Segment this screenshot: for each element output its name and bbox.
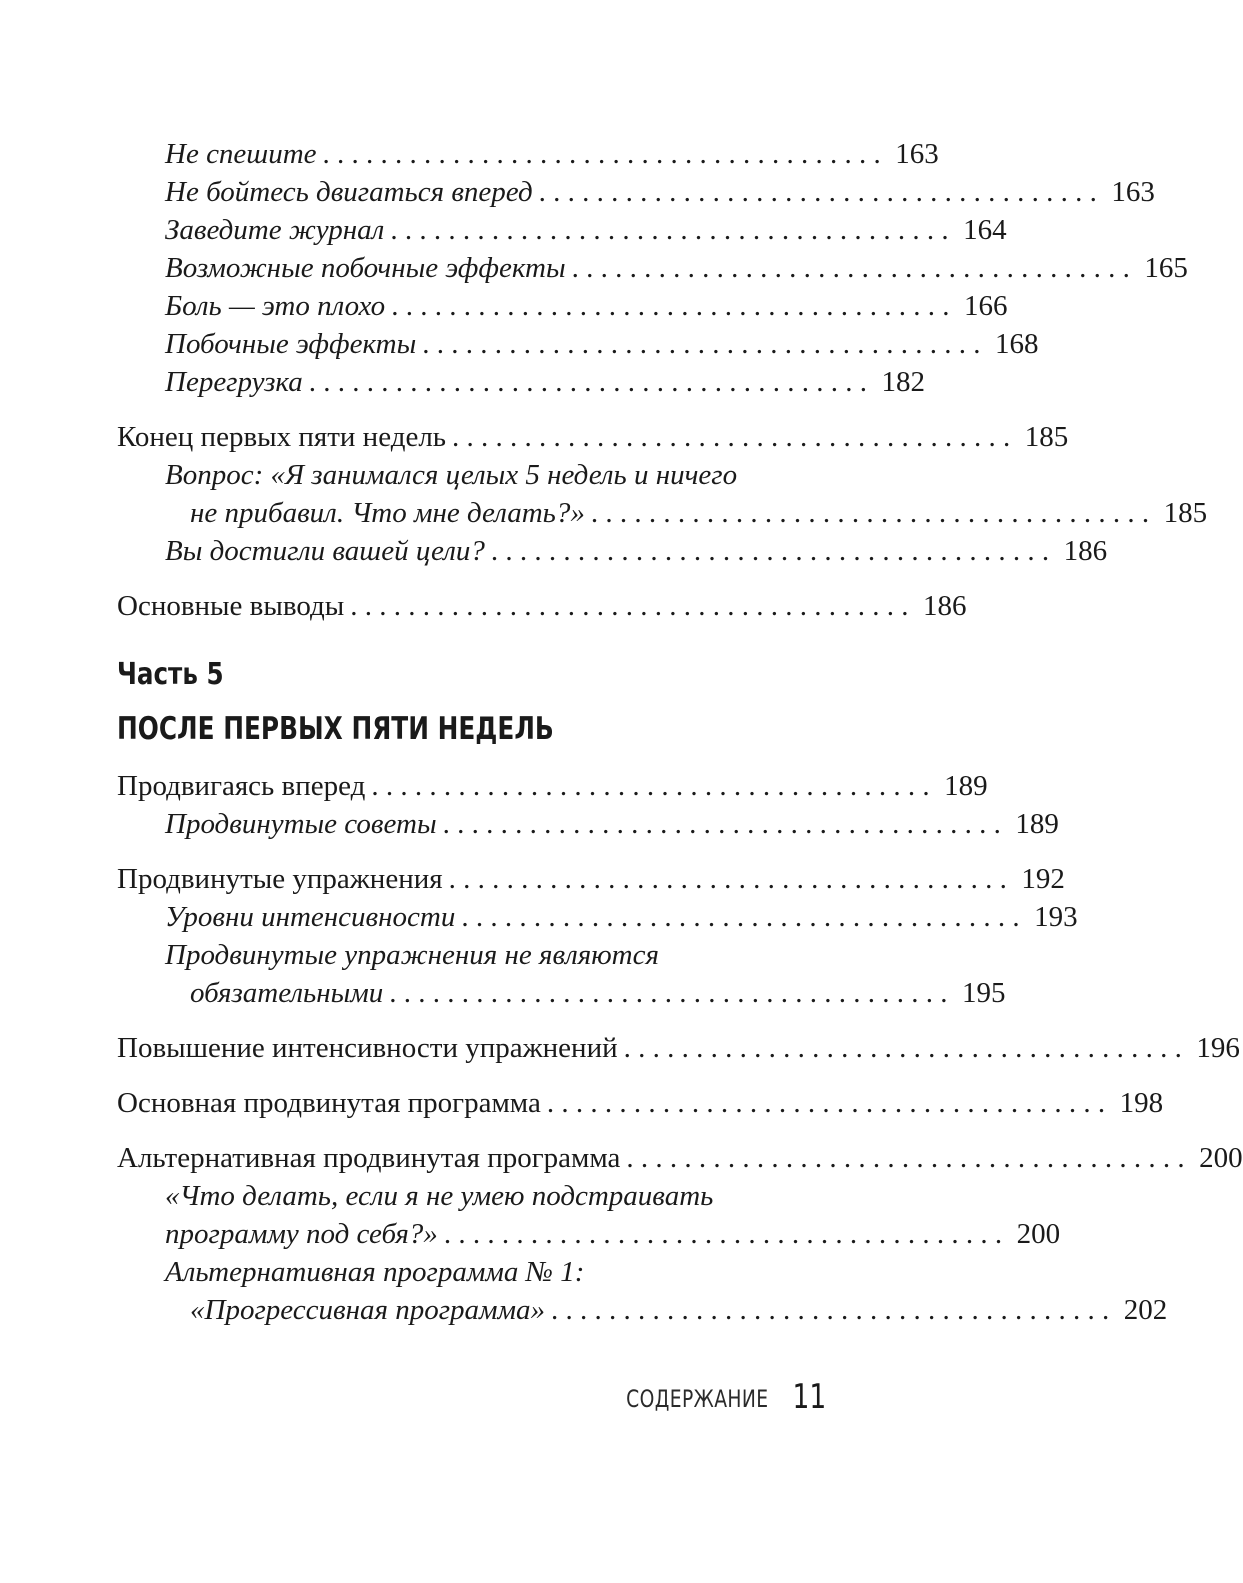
toc-entry-title: Уровни интенсивности: [165, 898, 461, 936]
toc-entry-title: Продвигаясь вперед: [117, 767, 371, 805]
toc-entry[interactable]: [0, 249, 1188, 287]
leader-dots: . . . . . . . . . . . . . . . . . . . . . . . . . . . . . . . . . . . . . . .: [389, 977, 948, 1009]
toc-entry-title-line1: «Что делать, если я не умею подстраивать: [165, 1180, 714, 1212]
toc-entry-page: 192: [1021, 863, 1065, 895]
leader-dots: . . . . . . . . . . . . . . . . . . . . . . . . . . . . . . . . . . . . . . .: [442, 808, 1001, 840]
leader-dots: . . . . . . . . . . . . . . . . . . . . . . . . . . . . . . . . . . . . . . .: [391, 290, 950, 322]
toc-entry-title: Не бойтесь двигаться вперед: [165, 173, 539, 211]
leader-dots: . . . . . . . . . . . . . . . . . . . . . . . . . . . . . . . . . . . . . . .: [371, 770, 930, 802]
leader-dots: . . . . . . . . . . . . . . . . . . . . . . . . . . . . . . . . . . . . . . .: [422, 328, 981, 360]
toc-entry-title: не прибавил. Что мне делать?»: [190, 494, 591, 532]
leader-dots: . . . . . . . . . . . . . . . . . . . . . . . . . . . . . . . . . . . . . . .: [461, 901, 1020, 933]
running-footer-label: СОДЕРЖАНИЕ: [625, 1385, 768, 1413]
toc-entry-page: 186: [922, 590, 967, 622]
leader-dots: . . . . . . . . . . . . . . . . . . . . . . . . . . . . . . . . . . . . . . .: [626, 1142, 1185, 1174]
toc-entry-title: Основные выводы: [117, 587, 350, 625]
toc-entry[interactable]: [0, 1215, 1061, 1253]
leader-dots: . . . . . . . . . . . . . . . . . . . . . . . . . . . . . . . . . . . . . . .: [350, 590, 909, 622]
toc-entry-page: 195: [962, 977, 1006, 1009]
toc-entry[interactable]: [0, 1291, 1168, 1329]
toc-entry-page: 193: [1034, 901, 1078, 933]
toc-entry[interactable]: [0, 805, 1059, 843]
toc-entry-title: Побочные эффекты: [165, 325, 422, 363]
leader-dots: . . . . . . . . . . . . . . . . . . . . . . . . . . . . . . . . . . . . . . .: [308, 366, 868, 398]
toc-entry-title: Заведите журнал: [165, 211, 390, 249]
leader-dots: . . . . . . . . . . . . . . . . . . . . . . . . . . . . . . . . . . . . . . .: [571, 252, 1130, 284]
toc-entry[interactable]: [0, 532, 1108, 570]
leader-dots: . . . . . . . . . . . . . . . . . . . . . . . . . . . . . . . . . . . . . . .: [490, 535, 1050, 567]
toc-entry[interactable]: [0, 211, 1007, 249]
toc-entry-page: 168: [994, 328, 1039, 360]
part-title: ПОСЛЕ ПЕРВЫХ ПЯТИ НЕДЕЛЬ: [117, 711, 554, 747]
toc-entry-title: Возможные побочные эффекты: [165, 249, 572, 287]
toc-entry-title: обязательными: [190, 974, 389, 1012]
toc-entry-title: Конец первых пяти недель: [117, 418, 452, 456]
toc-entry-page: 163: [895, 138, 939, 170]
toc-entry-page: 196: [1196, 1032, 1240, 1064]
leader-dots: . . . . . . . . . . . . . . . . . . . . . . . . . . . . . . . . . . . . . . .: [443, 1218, 1003, 1250]
toc-entry-title: Не спешите: [165, 135, 323, 173]
toc-entry[interactable]: [0, 860, 1065, 898]
toc-entry-page: 165: [1144, 252, 1188, 284]
toc-entry[interactable]: [0, 974, 1006, 1012]
toc-entry[interactable]: [0, 494, 1208, 532]
toc-entry-page: 185: [1163, 497, 1208, 529]
toc-entry[interactable]: [0, 418, 1069, 456]
toc-entry-title: Боль — это плохо: [165, 287, 391, 325]
leader-dots: . . . . . . . . . . . . . . . . . . . . . . . . . . . . . . . . . . . . . . .: [546, 1087, 1106, 1119]
page-number: 11: [792, 1377, 826, 1417]
leader-dots: . . . . . . . . . . . . . . . . . . . . . . . . . . . . . . . . . . . . . . .: [590, 497, 1150, 529]
toc-entry-title: Основная продвинутая программа: [117, 1084, 547, 1122]
toc-entry-page: 189: [1015, 808, 1059, 840]
toc-entry-page: 185: [1024, 421, 1069, 453]
toc-entry-title-line1: Вопрос: «Я занимался целых 5 недель и ничего: [165, 459, 738, 491]
leader-dots: . . . . . . . . . . . . . . . . . . . . . . . . . . . . . . . . . . . . . . .: [551, 1294, 1110, 1326]
toc-entry-title: Вы достигли вашей цели?: [165, 532, 491, 570]
toc-entry-title-line1: Продвинутые упражнения не являются: [165, 939, 659, 971]
leader-dots: . . . . . . . . . . . . . . . . . . . . . . . . . . . . . . . . . . . . . . .: [390, 214, 949, 246]
toc-entry-page: 198: [1119, 1087, 1164, 1119]
toc-entry[interactable]: [0, 325, 1039, 363]
toc-entry-title: Продвинутые упражнения: [117, 860, 449, 898]
toc-entry-title-line1: Альтернативная программа № 1:: [165, 1256, 585, 1288]
leader-dots: . . . . . . . . . . . . . . . . . . . . . . . . . . . . . . . . . . . . . . .: [623, 1032, 1182, 1064]
toc-entry-title: Продвинутые советы: [165, 805, 443, 843]
toc-entry-title: «Прогрессивная программа»: [190, 1291, 551, 1329]
toc-entry[interactable]: [0, 898, 1078, 936]
toc-entry[interactable]: [0, 287, 1008, 325]
toc-entry-page: 202: [1123, 1294, 1168, 1326]
toc-entry-title: Перегрузка: [165, 363, 309, 401]
toc-entry-page: 189: [944, 770, 988, 802]
toc-entry[interactable]: [0, 173, 1155, 211]
toc-entry-page: 186: [1063, 535, 1108, 567]
toc-entry-page: 200: [1199, 1142, 1243, 1174]
toc-entry[interactable]: [0, 1139, 1243, 1177]
leader-dots: . . . . . . . . . . . . . . . . . . . . . . . . . . . . . . . . . . . . . . .: [448, 863, 1007, 895]
part-number-label: Часть 5: [117, 657, 224, 692]
toc-entry[interactable]: [0, 135, 1000, 173]
toc-entry-page: 166: [963, 290, 1008, 322]
leader-dots: . . . . . . . . . . . . . . . . . . . . . . . . . . . . . . . . . . . . . . .: [452, 421, 1011, 453]
toc-entry[interactable]: [0, 587, 1000, 625]
toc-entry[interactable]: [0, 1029, 1240, 1067]
toc-entry[interactable]: [0, 1084, 1164, 1122]
toc-entry-page: 182: [881, 366, 926, 398]
toc-entry[interactable]: [0, 363, 1000, 401]
toc-entry-title: Альтернативная продвинутая программа: [117, 1139, 626, 1177]
toc-entry-title: Повышение интенсивности упражнений: [117, 1029, 624, 1067]
toc-entry-title: программу под себя?»: [165, 1215, 444, 1253]
toc-entry-page: 200: [1016, 1218, 1061, 1250]
leader-dots: . . . . . . . . . . . . . . . . . . . . . . . . . . . . . . . . . . . . . . .: [538, 176, 1097, 208]
leader-dots: . . . . . . . . . . . . . . . . . . . . . . . . . . . . . . . . . . . . . . .: [322, 138, 881, 170]
toc-entry-page: 164: [963, 214, 1007, 246]
toc-entry[interactable]: [0, 767, 1000, 805]
toc-entry-page: 163: [1111, 176, 1155, 208]
